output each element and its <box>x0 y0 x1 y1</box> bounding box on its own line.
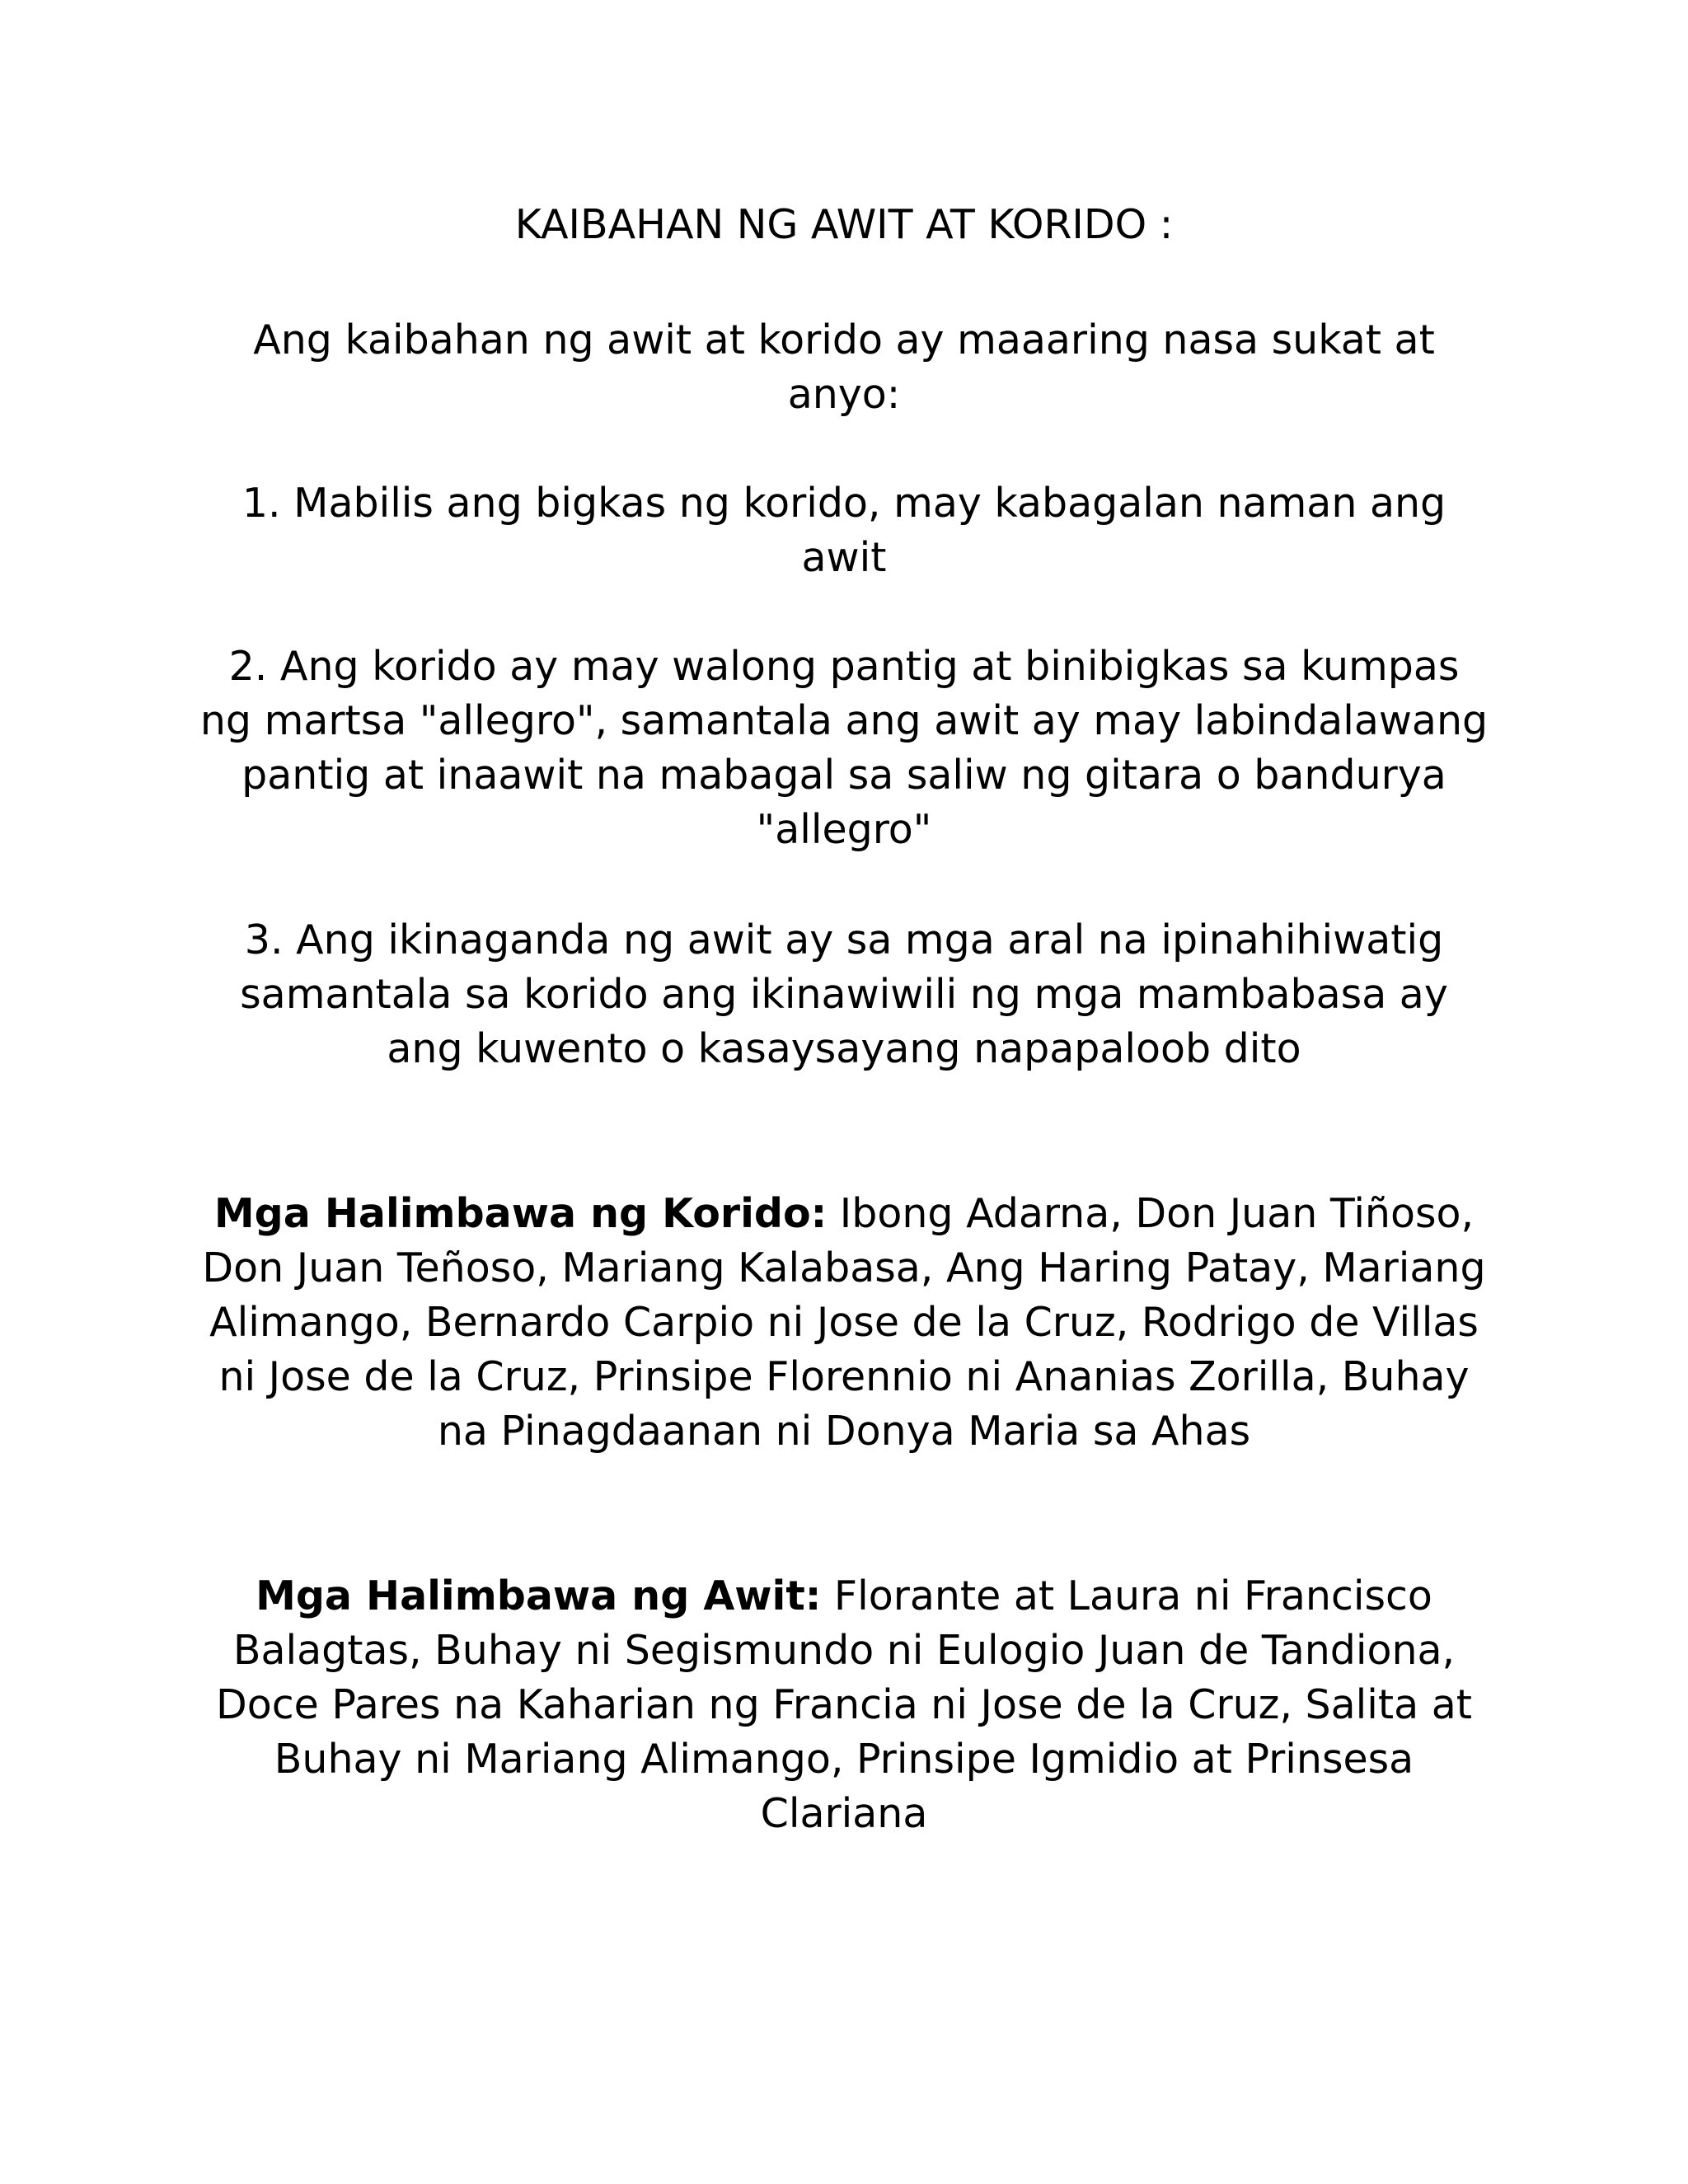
difference-item-2: 2. Ang korido ay may walong pantig at binibigkas sa kumpas ng martsa "allegro", samantala ang awit ay may labindalawang pantig at inaawit na mabagal sa saliw ng gitara o bandurya "allegro" <box>199 643 1489 853</box>
intro-paragraph: Ang kaibahan ng awit at korido ay maaaring nasa sukat at anyo: <box>253 316 1435 418</box>
difference-item-3: 3. Ang ikinaganda ng awit ay sa mga aral na ipinahihiwatig samantala sa korido ang ikinawiwili ng mga mambabasa ay ang kuwento o kasaysayang napapaloob dito <box>240 916 1448 1072</box>
awit-examples-paragraph <box>198 1569 1490 1841</box>
document-title: KAIBAHAN NG AWIT AT KORIDO : <box>514 201 1174 248</box>
awit-examples-label: Mga Halimbawa ng Awit: <box>256 1572 822 1619</box>
awit-examples-text: Florante at Laura ni Francisco Balagtas, Buhay ni Segismundo ni Eulogio Juan de Tandiona, Doce Pares na Kaharian ng Francia ni Jose de la Cruz, Salita at Buhay ni Mariang Alimango, Prinsipe Igmidio at Prinsesa Clariana <box>216 1572 1472 1837</box>
korido-examples-paragraph <box>198 1187 1490 1459</box>
korido-examples-text: Ibong Adarna, Don Juan Tiñoso, Don Juan Teñoso, Mariang Kalabasa, Ang Haring Patay, Mariang Alimango, Bernardo Carpio ni Jose de la Cruz, Rodrigo de Villas ni Jose de la Cruz, Prinsipe Florennio ni Ananias Zorilla, Buhay na Pinagdaanan ni Donya Maria sa Ahas <box>202 1190 1486 1455</box>
korido-examples-label: Mga Halimbawa ng Korido: <box>213 1190 828 1237</box>
difference-item-1: 1. Mabilis ang bigkas ng korido, may kabagalan naman ang awit <box>241 480 1447 581</box>
